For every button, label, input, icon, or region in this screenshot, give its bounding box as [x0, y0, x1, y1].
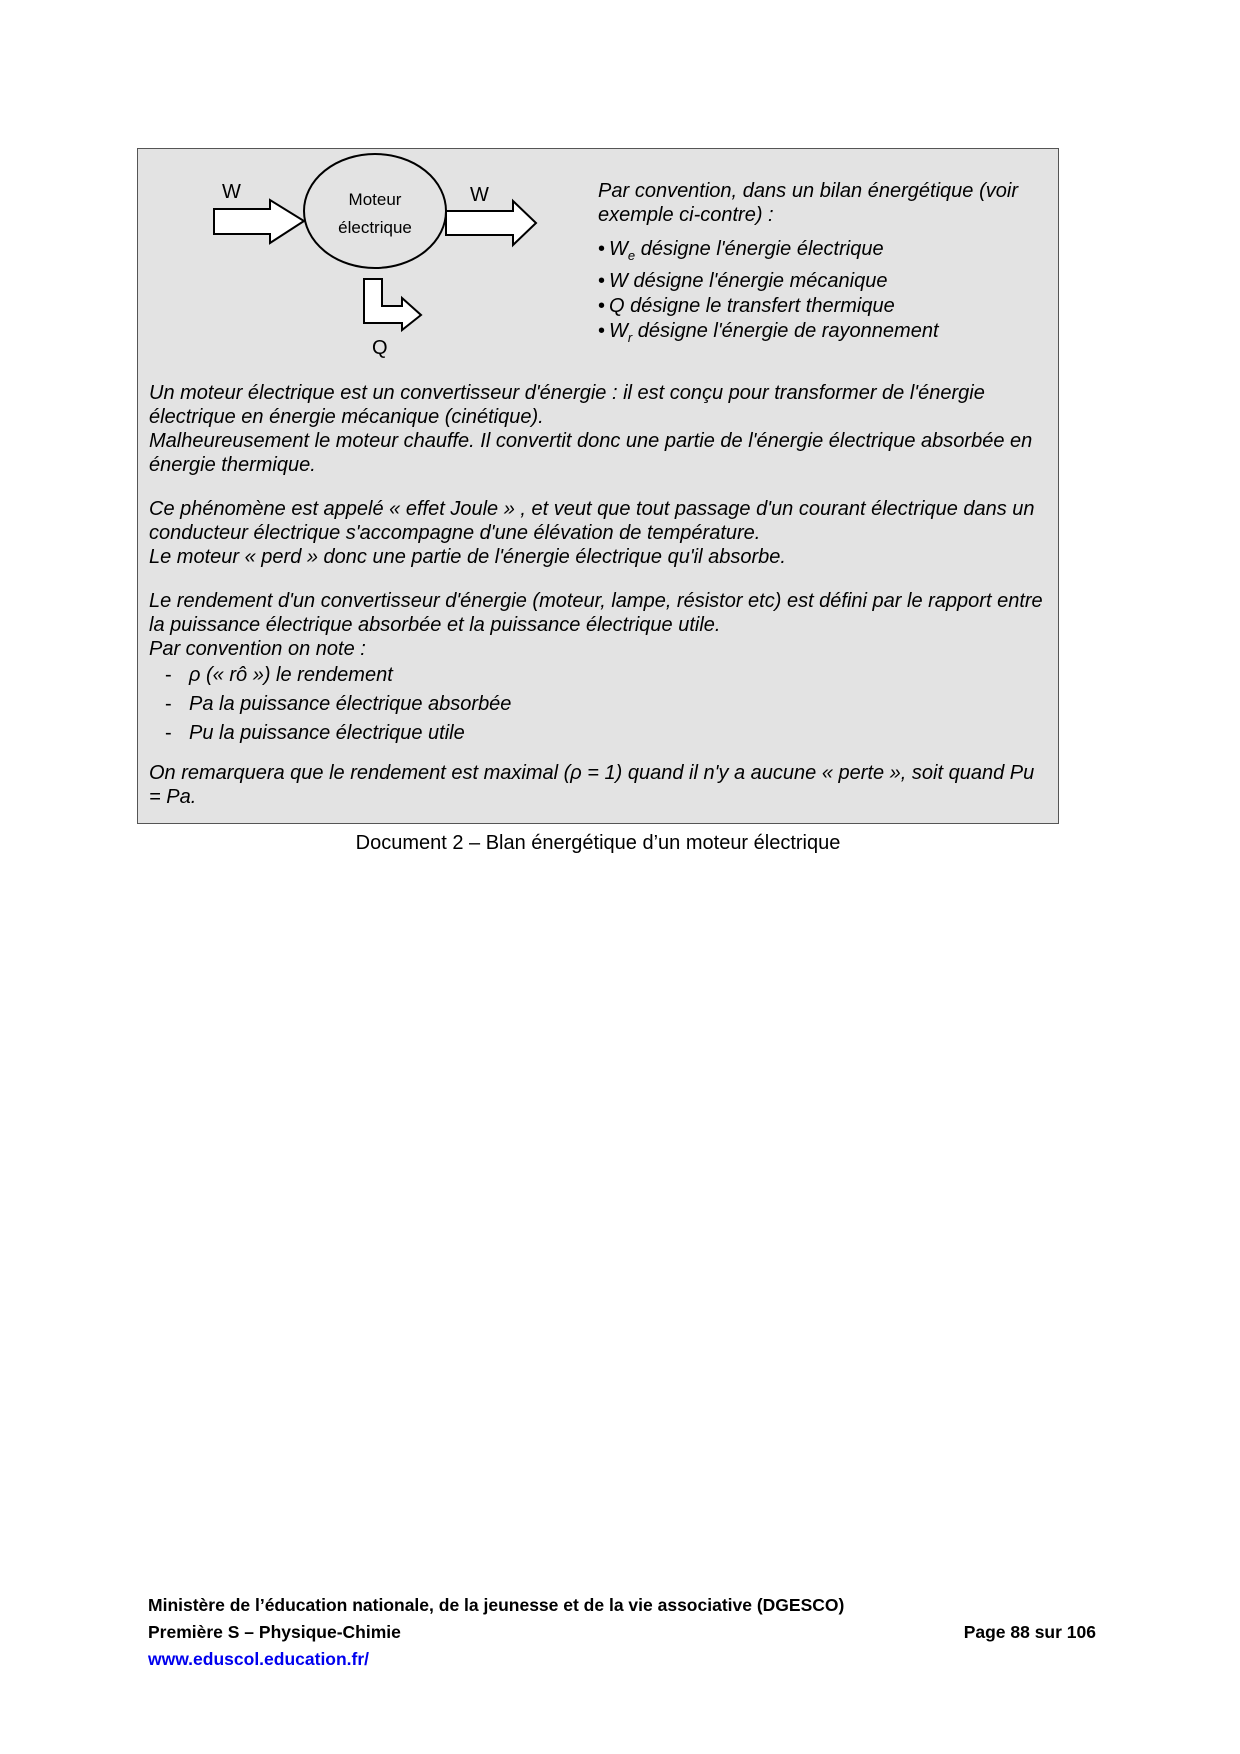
convention-intro: Par convention, dans un bilan énergétique (voir exemple ci-contre) :	[598, 180, 1018, 226]
footer-link[interactable]: www.eduscol.education.fr/	[148, 1649, 370, 1669]
convention-item: • W désigne l'énergie mécanique	[598, 270, 888, 292]
notation-list	[149, 663, 1049, 745]
output-arrow	[446, 201, 536, 245]
convention-item: • $W_r$ désigne l'énergie de rayonnement	[598, 320, 939, 342]
document-box	[137, 148, 1059, 824]
body-text	[149, 381, 1049, 809]
footer-course: Première S – Physique-Chimie	[148, 1622, 401, 1642]
convention-block	[598, 179, 1018, 343]
page-number: Page 88 sur 106	[963, 1622, 1096, 1642]
heat-arrow	[364, 279, 421, 330]
list-item: - Pu la puissance électrique utile	[165, 722, 465, 744]
convention-item: • Q désigne le transfert thermique	[598, 295, 895, 317]
paragraph: Le moteur « perd » donc une partie de l'énergie électrique qu'il absorbe.	[149, 546, 786, 568]
footer-link-row	[148, 1646, 1096, 1673]
footer-ministry: Ministère de l’éducation nationale, de la jeunesse et de la vie associative (DGESCO)	[148, 1595, 845, 1615]
engine-ellipse	[304, 154, 446, 268]
paragraph: Par convention on note :	[149, 638, 366, 660]
output-energy-label: W	[470, 184, 489, 206]
paragraph: Le rendement d'un convertisseur d'énergie (moteur, lampe, résistor etc) est défini par le rapport entre la puissance électrique absorbée et la puissance électrique utile.	[149, 590, 1043, 636]
paragraph: On remarquera que le rendement est maximal (ρ = 1) quand il n'y a aucune « perte », soit quand Pu = Pa.	[149, 762, 1035, 808]
heat-label: Q	[372, 337, 388, 359]
paragraph: Ce phénomène est appelé « effet Joule » , et veut que tout passage d'un courant électrique dans un conducteur électrique s'accompagne d'une élévation de température.	[149, 498, 1035, 544]
footer-course-row	[148, 1619, 1096, 1646]
list-item: - Pa la puissance électrique absorbée	[165, 693, 512, 715]
energy-diagram	[138, 149, 598, 369]
list-item: - ρ (« rô ») le rendement	[165, 664, 393, 686]
engine-label-line2: électrique	[338, 218, 412, 237]
convention-item: • $W_e$ désigne l'énergie électrique	[598, 238, 884, 263]
convention-list	[598, 237, 1018, 342]
engine-label-line1: Moteur	[348, 190, 402, 209]
page-footer	[148, 1592, 1096, 1673]
input-arrow	[214, 200, 304, 243]
document-caption: Document 2 – Blan énergétique d’un moteur électrique	[355, 832, 841, 854]
input-energy-label: W	[222, 181, 241, 203]
paragraph: Un moteur électrique est un convertisseur d'énergie : il est conçu pour transformer de l'énergie électrique en énergie mécanique (cinétique).	[149, 382, 985, 428]
paragraph: Malheureusement le moteur chauffe. Il convertit donc une partie de l'énergie électrique absorbée en énergie thermique.	[149, 430, 1033, 476]
